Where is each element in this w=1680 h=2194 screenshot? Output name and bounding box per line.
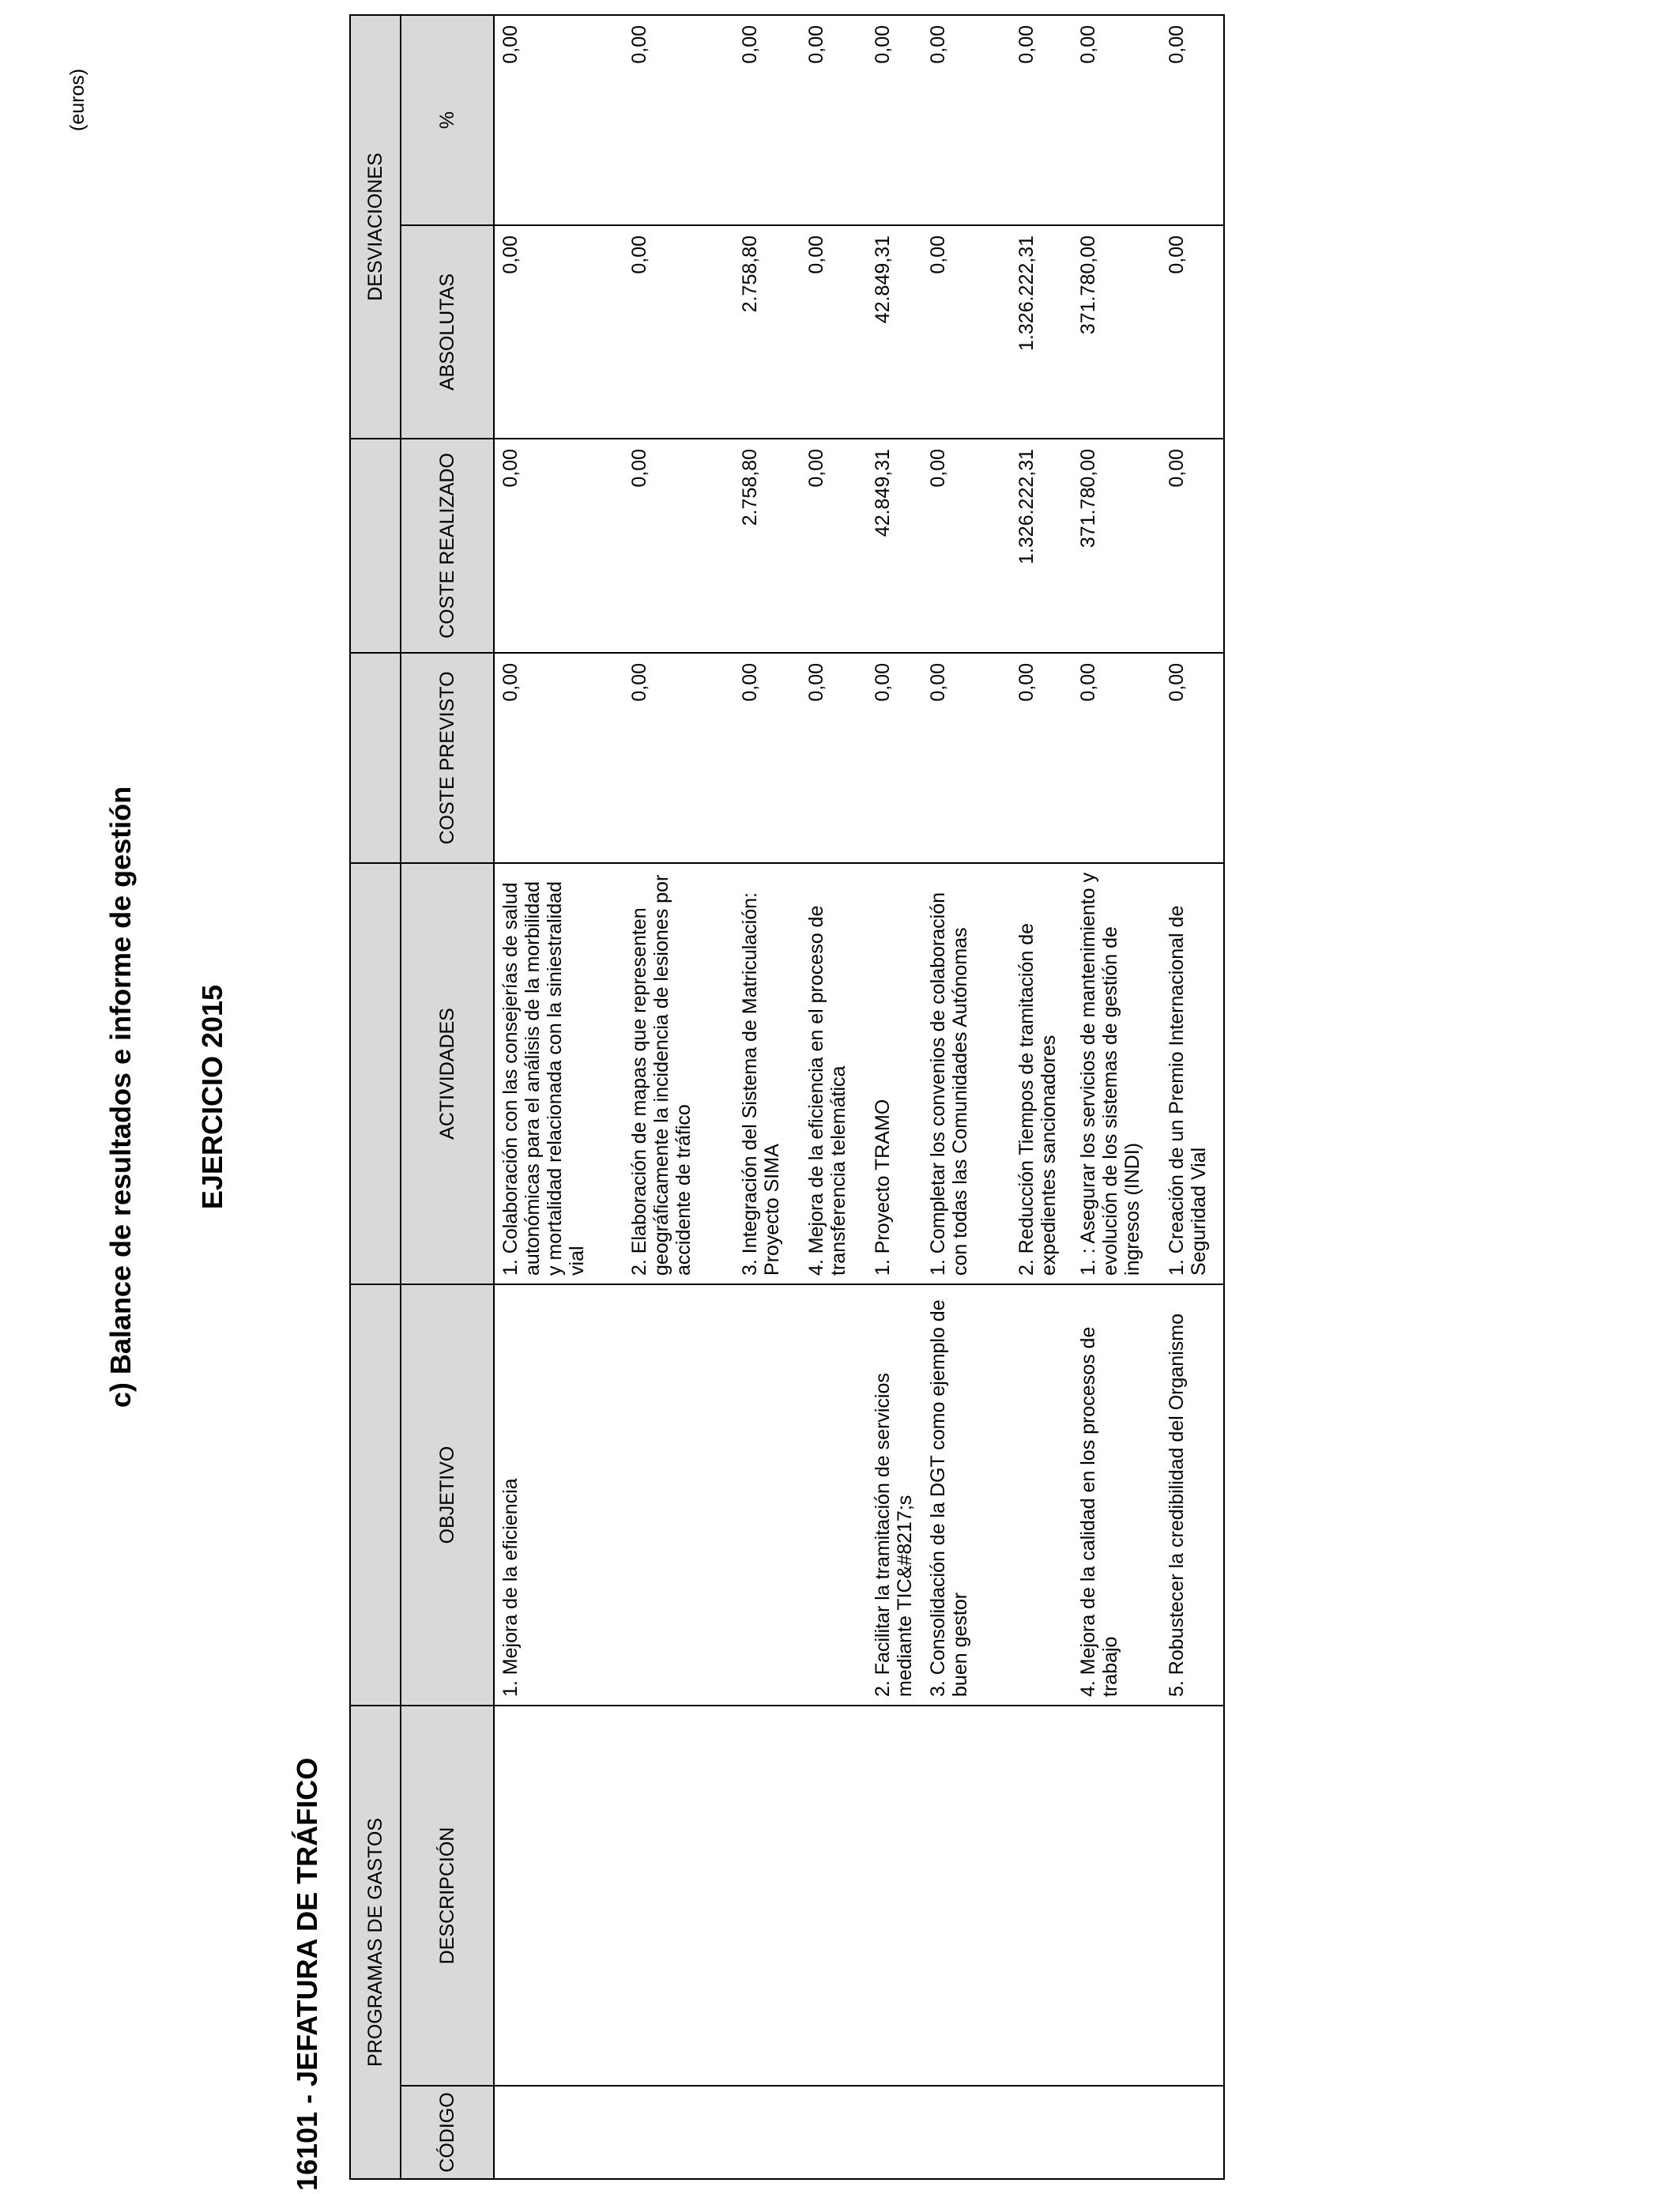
actividad-cell [1072,863,1161,1284]
objetivo-cell [734,1284,800,1706]
coste-previsto-value: 0,00 [872,662,894,702]
absolutas-value: 0,00 [927,235,949,274]
codigo-cell [922,2086,1011,2179]
absolutas-cell [1161,225,1224,439]
absolutas-cell [734,225,800,439]
table-row [494,15,623,2179]
codigo-cell [494,2086,623,2179]
header-group-spacer-realizado [350,439,401,653]
actividad-text: 1. : Asegurar los servicios de mantenimiento y evolución de los sistemas de gestión de ingresos (INDI) [1077,873,1143,1276]
coste-realizado-value: 0,00 [499,448,522,488]
absolutas-cell [1072,225,1161,439]
table-row [1161,15,1224,2179]
coste-realizado-cell [623,439,734,653]
organism-title: 16101 - JEFATURA DE TRÁFICO [291,1757,323,2191]
coste-previsto-value: 0,00 [739,662,761,702]
header-desviaciones: DESVIACIONES [350,15,401,439]
codigo-cell [1161,2086,1224,2179]
coste-previsto-cell [867,653,922,863]
porcentaje-value: 0,00 [805,25,827,64]
header-coste-realizado: COSTE REALIZADO [401,439,494,653]
porcentaje-value: 0,00 [1015,25,1038,64]
descripcion-cell [1011,1706,1072,2086]
porcentaje-cell [922,15,1011,225]
objetivo-text: 4. Mejora de la calidad en los procesos de trabajo [1077,1326,1121,1697]
header-actividades: ACTIVIDADES [401,863,494,1284]
descripcion-cell [1161,1706,1224,2086]
actividad-text: 1. Colaboración con las consejerías de salud autonómicas para el análisis de la morbilidad y mortalidad relacionada con la siniestralidad vial [499,881,588,1276]
coste-realizado-value: 42.849,31 [872,448,894,537]
coste-realizado-cell [922,439,1011,653]
table-row [800,15,867,2179]
codigo-cell [800,2086,867,2179]
coste-realizado-value: 1.326.222,31 [1015,448,1038,564]
codigo-cell [1011,2086,1072,2179]
table-row [734,15,800,2179]
absolutas-value: 0,00 [805,235,827,274]
actividad-cell [734,863,800,1284]
porcentaje-cell [800,15,867,225]
descripcion-cell [734,1706,800,2086]
header-codigo: CÓDIGO [401,2086,494,2179]
results-table [349,14,1225,2180]
coste-previsto-value: 0,00 [927,662,949,702]
porcentaje-cell [1161,15,1224,225]
porcentaje-cell [734,15,800,225]
objetivo-cell [494,1284,623,1706]
table-row [867,15,922,2179]
absolutas-value: 0,00 [628,235,650,274]
objetivo-text [1011,1285,1015,1705]
objetivo-cell [1072,1284,1161,1706]
coste-realizado-cell [1072,439,1161,653]
absolutas-cell [800,225,867,439]
coste-realizado-cell [734,439,800,653]
coste-realizado-cell [494,439,623,653]
descripcion-cell [1072,1706,1161,2086]
absolutas-cell [922,225,1011,439]
page-subtitle: EJERCICIO 2015 [196,984,228,1210]
header-group-spacer-previsto [350,653,401,863]
coste-realizado-value: 371.780,00 [1077,448,1099,548]
objetivo-cell [922,1284,1011,1706]
actividad-cell [800,863,867,1284]
descripcion-cell [922,1706,1011,2086]
objetivo-cell [1161,1284,1224,1706]
objetivo-text: 2. Facilitar la tramitación de servicios mediante TIC&#8217;s [872,1373,916,1697]
coste-realizado-cell [800,439,867,653]
objetivo-text: 5. Robustecer la credibilidad del Organismo [1166,1314,1188,1697]
coste-realizado-cell [1011,439,1072,653]
actividad-text: 1. Proyecto TRAMO [872,1099,894,1276]
header-group-spacer-objetivo [350,1284,401,1706]
coste-previsto-cell [1161,653,1224,863]
actividad-cell [867,863,922,1284]
objetivo-cell [800,1284,867,1706]
coste-realizado-value: 0,00 [927,448,949,488]
coste-previsto-value: 0,00 [805,662,827,702]
header-programas-gastos: PROGRAMAS DE GASTOS [350,1706,401,2179]
table-row [922,15,1011,2179]
objetivo-text: 1. Mejora de la eficiencia [499,1478,522,1697]
actividad-cell [494,863,623,1284]
header-absolutas: ABSOLUTAS [401,225,494,439]
coste-previsto-cell [623,653,734,863]
objetivo-text [734,1285,739,1705]
actividad-cell [623,863,734,1284]
descripcion-cell [623,1706,734,2086]
coste-realizado-value: 2.758,80 [739,448,761,526]
objetivo-cell [867,1284,922,1706]
table-row [1072,15,1161,2179]
coste-previsto-cell [494,653,623,863]
actividad-cell [922,863,1011,1284]
absolutas-cell [623,225,734,439]
actividad-text: 2. Reducción Tiempos de tramitación de expedientes sancionadores [1015,922,1060,1276]
absolutas-value: 371.780,00 [1077,235,1099,335]
coste-previsto-cell [734,653,800,863]
porcentaje-cell [1072,15,1161,225]
coste-realizado-value: 0,00 [1166,448,1188,488]
codigo-cell [867,2086,922,2179]
descripcion-cell [867,1706,922,2086]
objetivo-text [623,1285,628,1705]
objetivo-text [800,1285,805,1705]
codigo-cell [623,2086,734,2179]
page-title: c) Balance de resultados e informe de gestión [104,786,137,1408]
coste-realizado-cell [867,439,922,653]
header-objetivo: OBJETIVO [401,1284,494,1706]
actividad-text: 1. Creación de un Premio Internacional de Seguridad Vial [1166,905,1210,1276]
table-row [623,15,734,2179]
absolutas-cell [867,225,922,439]
actividad-text: 3. Integración del Sistema de Matriculación: Proyecto SIMA [739,892,783,1276]
porcentaje-value: 0,00 [739,25,761,64]
porcentaje-value: 0,00 [872,25,894,64]
porcentaje-cell [867,15,922,225]
porcentaje-cell [494,15,623,225]
porcentaje-value: 0,00 [927,25,949,64]
coste-previsto-cell [922,653,1011,863]
header-coste-previsto: COSTE PREVISTO [401,653,494,863]
objetivo-text: 3. Consolidación de la DGT como ejemplo de buen gestor [927,1299,971,1697]
porcentaje-value: 0,00 [1166,25,1188,64]
porcentaje-value: 0,00 [628,25,650,64]
currency-note: (euros) [66,68,89,131]
codigo-cell [734,2086,800,2179]
coste-previsto-cell [1011,653,1072,863]
porcentaje-cell [1011,15,1072,225]
header-descripcion: DESCRIPCIÓN [401,1706,494,2086]
absolutas-value: 0,00 [1166,235,1188,274]
actividad-cell [1161,863,1224,1284]
coste-realizado-value: 0,00 [805,448,827,488]
coste-realizado-cell [1161,439,1224,653]
header-porcentaje: % [401,15,494,225]
absolutas-value: 2.758,80 [739,235,761,313]
coste-previsto-value: 0,00 [499,662,522,702]
header-group-spacer-actividades [350,863,401,1284]
absolutas-value: 42.849,31 [872,235,894,324]
descripcion-cell [494,1706,623,2086]
coste-previsto-cell [1072,653,1161,863]
objetivo-cell [623,1284,734,1706]
table-row [1011,15,1072,2179]
absolutas-value: 0,00 [499,235,522,274]
coste-previsto-cell [800,653,867,863]
coste-previsto-value: 0,00 [1166,662,1188,702]
codigo-cell [1072,2086,1161,2179]
objetivo-cell [1011,1284,1072,1706]
porcentaje-cell [623,15,734,225]
coste-previsto-value: 0,00 [628,662,650,702]
coste-previsto-value: 0,00 [1015,662,1038,702]
actividad-text: 1. Completar los convenios de colaboración con todas las Comunidades Autónomas [927,892,971,1276]
absolutas-cell [494,225,623,439]
porcentaje-value: 0,00 [1077,25,1099,64]
porcentaje-value: 0,00 [499,25,522,64]
coste-previsto-value: 0,00 [1077,662,1099,702]
descripcion-cell [800,1706,867,2086]
actividad-cell [1011,863,1072,1284]
actividad-text: 4. Mejora de la eficiencia en el proceso de transferencia telemática [805,905,849,1276]
coste-realizado-value: 0,00 [628,448,650,488]
actividad-text: 2. Elaboración de mapas que representen geográficamente la incidencia de lesiones por accidente de tráfico [628,874,695,1276]
absolutas-value: 1.326.222,31 [1015,235,1038,351]
absolutas-cell [1011,225,1072,439]
